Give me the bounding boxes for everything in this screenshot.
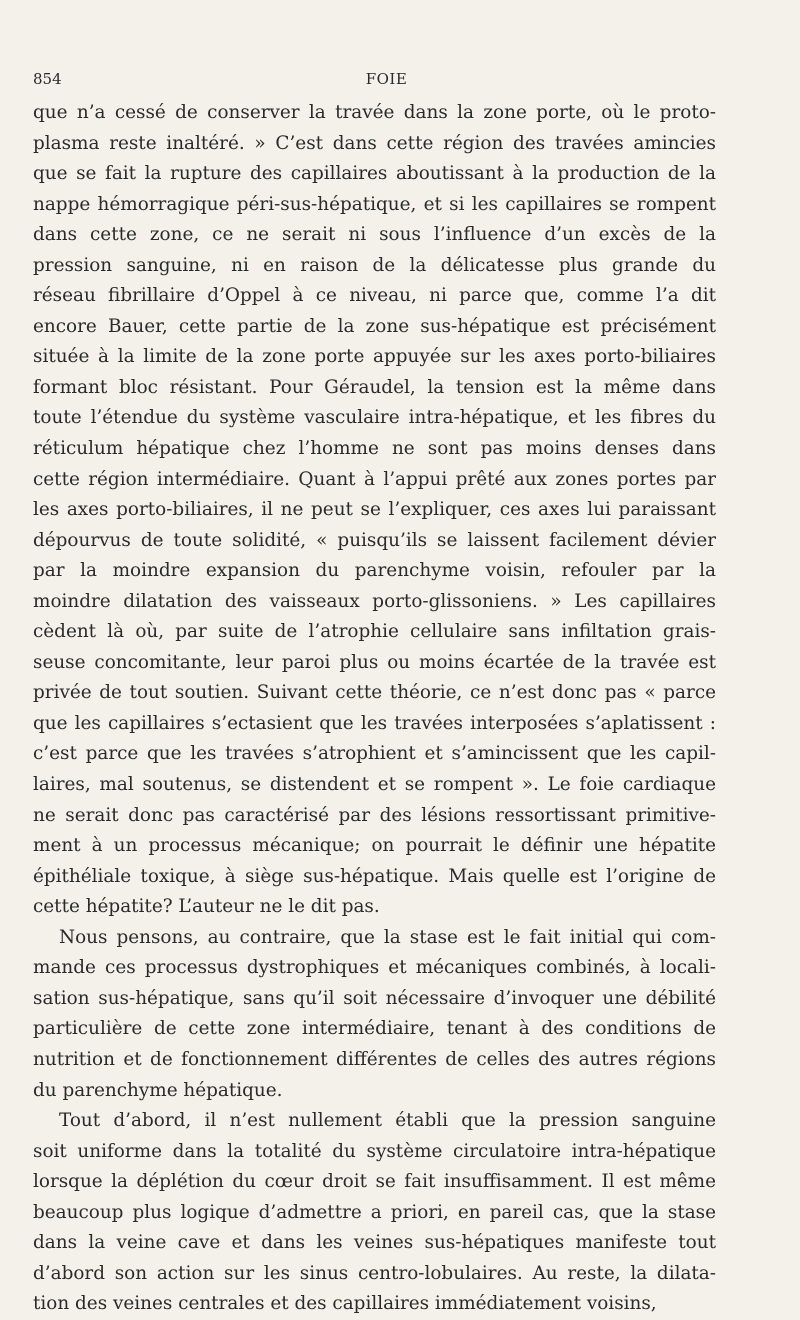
text-line: particulière de cette zone intermédiaire, tenant à des conditions de bbox=[33, 1018, 716, 1040]
paragraph bbox=[33, 1106, 716, 1320]
text-line: dans cette zone, ce ne serait ni sous l’influence d’un excès de la bbox=[33, 224, 716, 246]
text-line: cèdent là où, par suite de l’atrophie cellulaire sans infiltation grais- bbox=[33, 621, 716, 643]
text-line: soit uniforme dans la totalité du système circulatoire intra-hépatique bbox=[33, 1140, 716, 1162]
text-line: formant bloc résistant. Pour Géraudel, la tension est la même dans bbox=[33, 376, 716, 398]
text-line: nutrition et de fonctionnement différentes de celles des autres régions bbox=[33, 1048, 716, 1070]
text-line: plasma reste inaltéré. » C’est dans cette région des travées amincies bbox=[33, 132, 716, 154]
text-line: que se fait la rupture des capillaires aboutissant à la production de la bbox=[33, 163, 716, 185]
text-line: c’est parce que les travées s’atrophient et s’amincissent que les capil- bbox=[33, 743, 716, 765]
paragraph bbox=[33, 923, 716, 1106]
text-line: cette région intermédiaire. Quant à l’appui prêté aux zones portes par bbox=[33, 468, 716, 490]
text-line: Tout d’abord, il n’est nullement établi que la pression sanguine bbox=[59, 1110, 716, 1132]
text-line: nappe hémorragique péri-sus-hépatique, et si les capillaires se rompent bbox=[33, 193, 716, 215]
text-line: réticulum hépatique chez l’homme ne sont pas moins denses dans bbox=[33, 438, 716, 460]
text-line: seuse concomitante, leur paroi plus ou moins écartée de la travée est bbox=[33, 651, 716, 673]
text-line: située à la limite de la zone porte appuyée sur les axes porto-biliaires bbox=[33, 346, 716, 368]
page-header bbox=[33, 70, 740, 92]
text-line: dans la veine cave et dans les veines sus-hépatiques manifeste tout bbox=[33, 1232, 716, 1254]
text-line: ne serait donc pas caractérisé par des lésions ressortissant primitive- bbox=[33, 804, 716, 826]
text-line: mande ces processus dystrophiques et mécaniques combinés, à locali- bbox=[33, 957, 716, 979]
text-line: toute l’étendue du système vasculaire intra-hépatique, et les fibres du bbox=[33, 407, 716, 429]
text-line: du parenchyme hépatique. bbox=[33, 1079, 283, 1101]
text-line: moindre dilatation des vaisseaux porto-glissoniens. » Les capillaires bbox=[33, 590, 716, 612]
text-line: ment à un processus mécanique; on pourrait le définir une hépatite bbox=[33, 835, 716, 857]
text-line: réseau fibrillaire d’Oppel à ce niveau, ni parce que, comme l’a dit bbox=[33, 285, 716, 307]
text-line: sation sus-hépatique, sans qu’il soit nécessaire d’invoquer une débilité bbox=[33, 987, 716, 1009]
text-line: pression sanguine, ni en raison de la délicatesse plus grande du bbox=[33, 254, 716, 276]
paragraph bbox=[33, 98, 716, 923]
text-line: beaucoup plus logique d’admettre a priori, en pareil cas, que la stase bbox=[33, 1201, 716, 1223]
text-line: dépourvus de toute solidité, « puisqu’ils se laissent facilement dévier bbox=[33, 529, 716, 551]
running-title: FOIE bbox=[365, 70, 408, 88]
text-line: privée de tout soutien. Suivant cette théorie, ce n’est donc pas « parce bbox=[33, 682, 716, 704]
text-line: laires, mal soutenus, se distendent et se rompent ». Le foie cardiaque bbox=[33, 774, 716, 796]
text-line: que les capillaires s’ectasient que les travées interposées s’aplatissent : bbox=[33, 712, 716, 734]
page-number: 854 bbox=[33, 70, 62, 88]
text-line: tion des veines centrales et des capillaires immédiatement voisins, bbox=[33, 1293, 657, 1315]
text-line: cette hépatite? L’auteur ne le dit pas. bbox=[33, 896, 380, 918]
text-line: les axes porto-biliaires, il ne peut se l’expliquer, ces axes lui paraissant bbox=[33, 499, 716, 521]
text-line: par la moindre expansion du parenchyme voisin, refouler par la bbox=[33, 560, 716, 582]
text-line: Nous pensons, au contraire, que la stase est le fait initial qui com- bbox=[59, 926, 716, 948]
body-text bbox=[33, 98, 716, 1320]
text-line: d’abord son action sur les sinus centro-lobulaires. Au reste, la dilata- bbox=[33, 1262, 716, 1284]
text-line: encore Bauer, cette partie de la zone sus-hépatique est précisément bbox=[33, 315, 716, 337]
text-line: que n’a cessé de conserver la travée dans la zone porte, où le proto- bbox=[33, 102, 716, 123]
text-line: lorsque la déplétion du cœur droit se fait insuffisamment. Il est même bbox=[33, 1171, 716, 1193]
text-line: épithéliale toxique, à siège sus-hépatique. Mais quelle est l’origine de bbox=[33, 865, 716, 887]
